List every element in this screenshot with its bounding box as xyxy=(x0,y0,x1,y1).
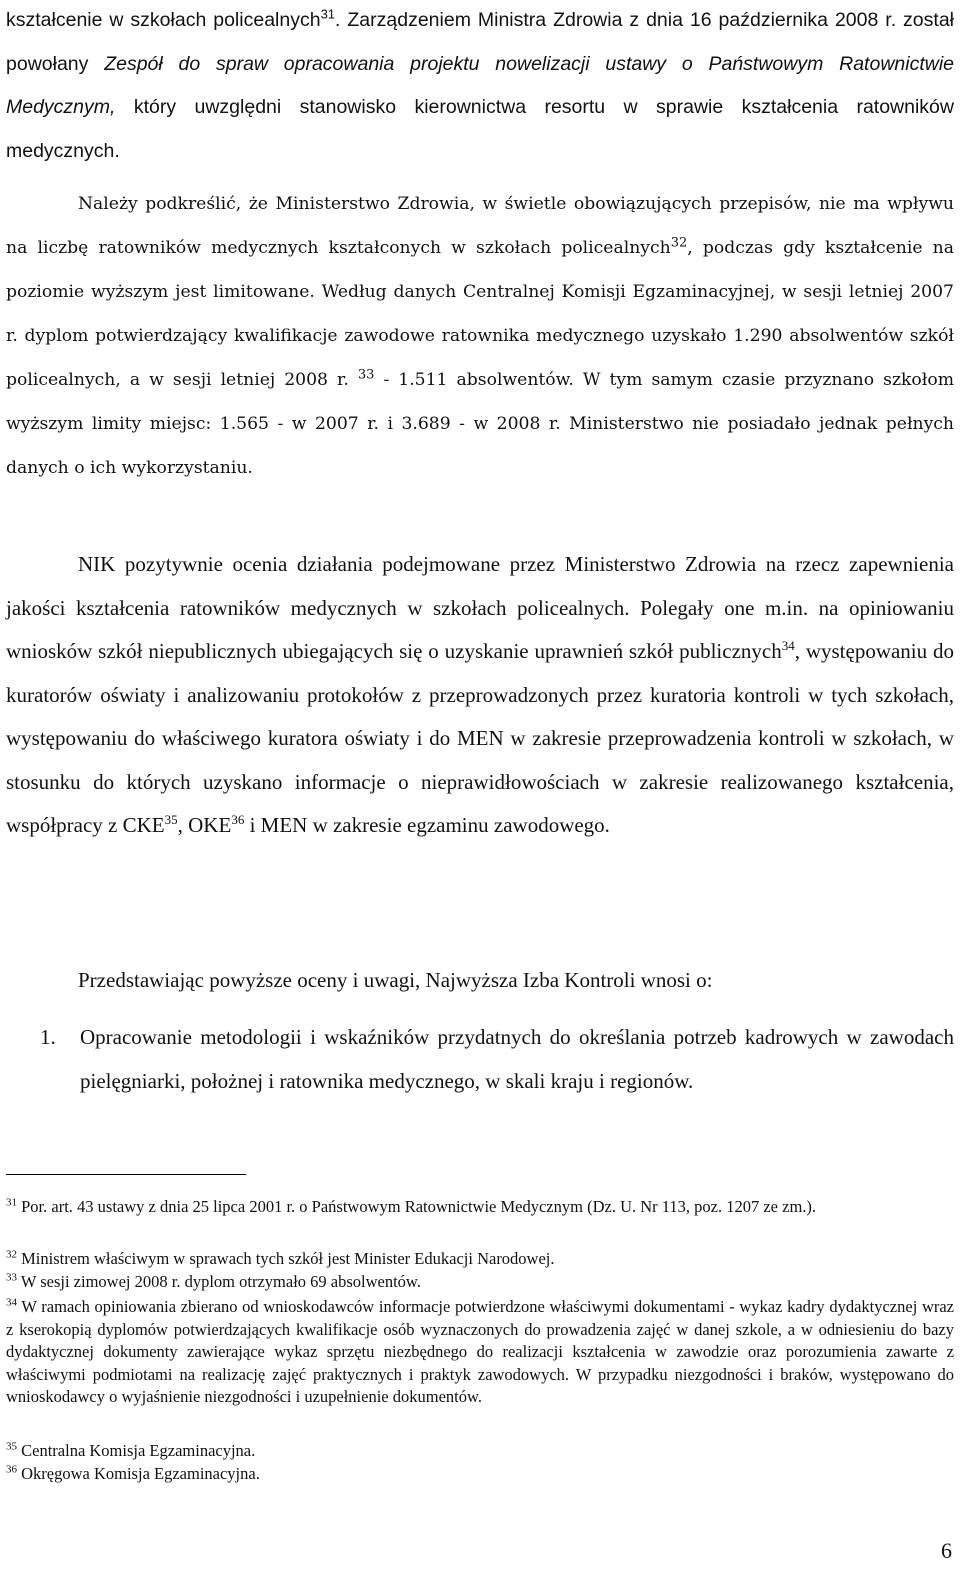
footnote-36 xyxy=(6,1463,954,1486)
footnote-text-36: Okręgowa Komisja Egzaminacyjna. xyxy=(17,1464,260,1483)
paragraph-2 xyxy=(6,182,954,490)
footnote-separator xyxy=(6,1174,246,1175)
footnote-ref-32: 32 xyxy=(670,235,688,251)
footnote-number-33: 33 xyxy=(6,1271,17,1284)
para1-text-b: . Zarządzeniem Ministra Zdrowia z dnia 16 października 2008 r. został powołany xyxy=(6,9,954,75)
footnote-ref-34: 34 xyxy=(781,638,795,653)
para1-italic-title: Zespół do spraw opracowania projektu nowelizacji ustawy o Państwowym Ratownictwie Medycznym, xyxy=(6,52,955,118)
footnote-text-33: W sesji zimowej 2008 r. dyplom otrzymało 69 absolwentów. xyxy=(17,1272,421,1291)
para2-text-a: Należy podkreślić, że Ministerstwo Zdrowia, w świetle obowiązujących przepisów, nie ma wpływu na liczbę ratowników medycznych kształconych w szkołach policealnych xyxy=(6,194,954,258)
paragraph-3 xyxy=(6,543,954,848)
para2-text-b: , podczas gdy kształcenie na poziomie wyższym jest limitowane. Według danych Centralnej Komisji Egzaminacyjnej, w sesji letniej 2007 r. dyplom potwierdzający kwalifikacje zawodowe ratownika medycznego uzyskało 1.290 absolwentów szkół policealnych, a w sesji letniej 2008 r. xyxy=(6,238,954,390)
footnote-ref-31: 31 xyxy=(320,6,336,22)
footnote-31 xyxy=(6,1196,954,1219)
footnote-35 xyxy=(6,1440,954,1463)
list-text: Opracowanie metodologii i wskaźników przydatnych do określania potrzeb kadrowych w zawodach pielęgniarki, położnej i ratownika medycznego, w skali kraju i regionów. xyxy=(80,1025,954,1093)
footnote-ref-35: 35 xyxy=(164,812,178,827)
footnote-number-34: 34 xyxy=(6,1296,17,1309)
list-number: 1. xyxy=(40,1025,56,1049)
paragraph-4: Przedstawiając powyższe oceny i uwagi, Najwyższa Izba Kontroli wnosi o: xyxy=(78,968,713,992)
para1-text-c: który uwzględni stanowisko kierownictwa resortu w sprawie kształcenia ratowników medycznych. xyxy=(6,96,954,162)
para1-text-a: kształcenie w szkołach policealnych xyxy=(6,9,321,31)
footnote-number-36: 36 xyxy=(6,1463,17,1476)
footnote-text-32: Ministrem właściwym w sprawach tych szkół jest Minister Edukacji Narodowej. xyxy=(17,1249,555,1268)
footnote-number-32: 32 xyxy=(6,1248,17,1261)
footnote-number-31: 31 xyxy=(6,1196,17,1209)
footnote-ref-33: 33 xyxy=(357,367,375,383)
footnote-text-34: W ramach opiniowania zbierano od wnioskodawców informacje potwierdzone właściwymi dokumentami - wykaz kadry dydaktycznej wraz z kserokopią dyplomów potwierdzających kwalifikacje osób wyznaczonych do prowadzenia zajęć w danej szkole, a w odniesieniu do bazy dydaktycznej dokumenty zawierające wykaz sprzętu niezbędnego do realizacji kształcenia w zawodzie oraz porozumienia zawarte z właściwymi podmiotami na realizację zajęć praktycznych i praktyk zawodowych. W przypadku niezgodności i braków, występowano do wnioskodawcy o wyjaśnienie niezgodności i uzupełnienie dokumentów. xyxy=(6,1297,954,1406)
footnote-34 xyxy=(6,1296,954,1409)
para3-text-b: , występowaniu do kuratorów oświaty i analizowaniu protokołów z przeprowadzonych przez kuratoria kontroli w tych szkołach, występowaniu do właściwego kuratora oświaty i do MEN w zakresie przeprowadzenia kontroli w szkołach, w stosunku do których uzyskano informacje o nieprawidłowościach w zakresie realizowanego kształcenia, współpracy z CKE xyxy=(6,639,954,837)
para2-text-c: - 1.511 absolwentów. W tym samym czasie przyznano szkołom wyższym limity miejsc: 1.565 - w 2007 r. i 3.689 - w 2008 r. Ministerstwo nie posiadało jednak pełnych danych o ich wykorzystaniu. xyxy=(6,370,954,478)
footnote-text-35: Centralna Komisja Egzaminacyjna. xyxy=(17,1441,256,1460)
paragraph-1 xyxy=(6,0,954,173)
para3-text-a: NIK pozytywnie ocenia działania podejmowane przez Ministerstwo Zdrowia na rzecz zapewnienia jakości kształcenia ratowników medycznych w szkołach policealnych. Polegały one m.in. na opiniowaniu wniosków szkół niepublicznych ubiegających się o uzyskanie uprawnień szkół publicznych xyxy=(6,552,954,663)
footnote-ref-36: 36 xyxy=(231,812,245,827)
footnote-text-31: Por. art. 43 ustawy z dnia 25 lipca 2001 r. o Państwowym Ratownictwie Medycznym (Dz. U. Nr 113, poz. 1207 ze zm.). xyxy=(17,1197,817,1216)
footnote-32 xyxy=(6,1248,954,1271)
footnote-33 xyxy=(6,1271,954,1294)
para3-text-c: , OKE xyxy=(177,813,232,837)
footnote-number-35: 35 xyxy=(6,1440,17,1453)
page-number: 6 xyxy=(941,1538,952,1563)
para3-text-d: i MEN w zakresie egzaminu zawodowego. xyxy=(244,813,610,837)
